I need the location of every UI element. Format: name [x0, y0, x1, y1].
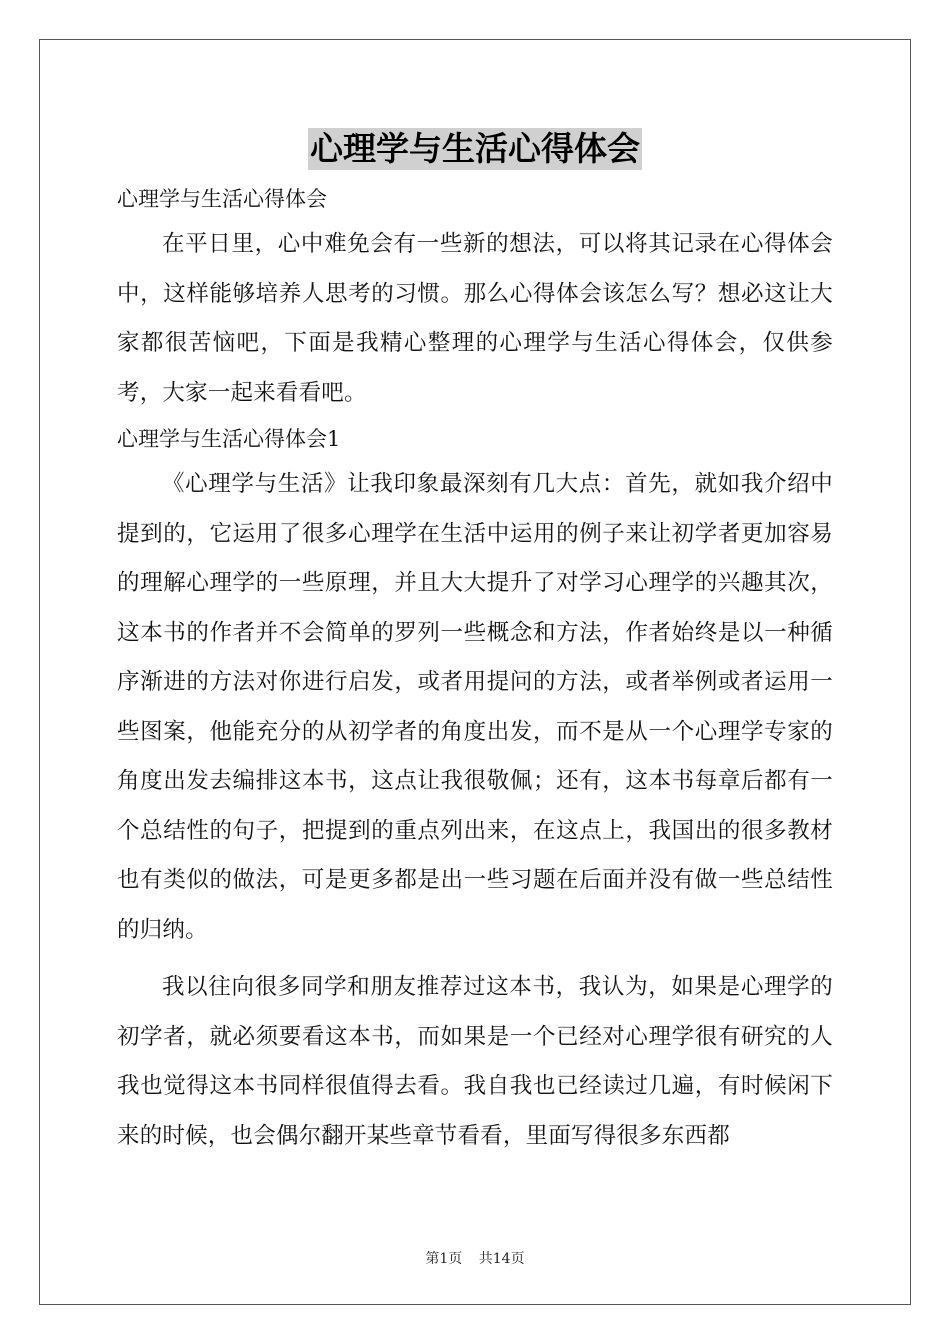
page-total: 共14页: [478, 1251, 525, 1267]
document-subtitle: 心理学与生活心得体会: [117, 187, 327, 211]
document-title: 心理学与生活心得体会: [310, 129, 640, 168]
page-number: 第1页: [425, 1251, 463, 1267]
title-wrap: [0, 128, 950, 170]
body-paragraph: 我以往向很多同学和朋友推荐过这本书，我认为，如果是心理学的初学者，就必须要看这本书，而如果是一个已经对心理学很有研究的人我也觉得这本书同样很值得去看。我自我也已经读过几遍，有时候闲下来的时候，也会偶尔翻开某些章节看看，里面写得很多东西都: [117, 974, 833, 1149]
body-paragraph: 《心理学与生活》让我印象最深刻有几大点：首先，就如我介绍中提到的，它运用了很多心理学在生活中运用的例子来让初学者更加容易的理解心理学的一些原理，并且大大提升了对学习心理学的兴趣其次，这本书的作者并不会简单的罗列一些概念和方法，作者始终是以一种循序渐进的方法对你进行启发，或者用提问的方法，或者举例或者运用一些图案，他能充分的从初学者的角度出发，而不是从一个心理学专家的角度出发去编排这本书，这点让我很敬佩；还有，这本书每章后都有一个总结性的句子，把提到的重点列出来，在这点上，我国出的很多教材也有类似的做法，可是更多都是出一些习题在后面并没有做一些总结性的归纳。: [117, 471, 833, 943]
document-body: [117, 178, 833, 1161]
section-heading: 心理学与生活心得体会1: [117, 427, 341, 451]
intro-paragraph: 在平日里，心中难免会有一些新的想法，可以将其记录在心得体会中，这样能够培养人思考的习惯。那么心得体会该怎么写？想必这让大家都很苦恼吧，下面是我精心整理的心理学与生活心得体会，仅供参考，大家一起来看看吧。: [117, 231, 833, 406]
page-footer: [0, 1248, 950, 1268]
